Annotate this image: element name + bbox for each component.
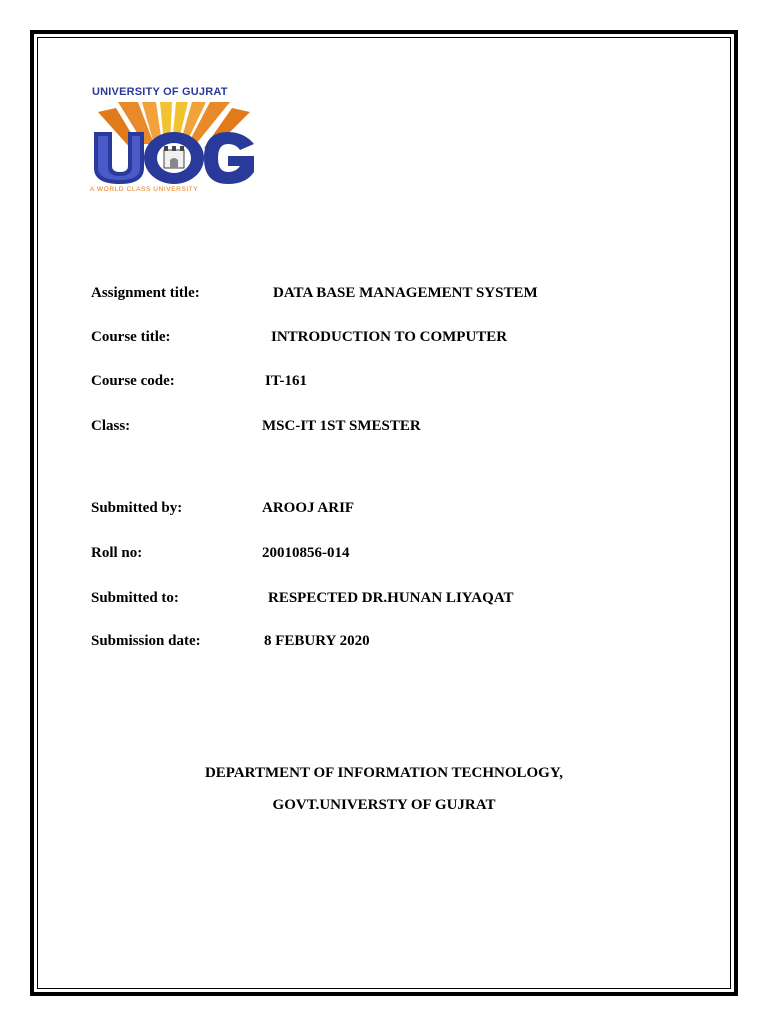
value-course-title: INTRODUCTION TO COMPUTER xyxy=(271,329,508,345)
label-assignment-title: Assignment title: xyxy=(91,285,200,301)
university-logo xyxy=(88,86,260,198)
label-course-code: Course code: xyxy=(91,373,175,389)
logo-tagline: A WORLD CLASS UNIVERSITY xyxy=(90,186,199,193)
label-roll-no: Roll no: xyxy=(91,545,143,561)
logo-emblem-icon xyxy=(88,98,260,186)
value-assignment-title: DATA BASE MANAGEMENT SYSTEM xyxy=(273,285,538,301)
value-submitted-to: RESPECTED DR.HUNAN LIYAQAT xyxy=(268,590,514,606)
value-submission-date: 8 FEBURY 2020 xyxy=(264,633,370,649)
label-submission-date: Submission date: xyxy=(91,633,201,649)
value-course-code: IT-161 xyxy=(265,373,307,389)
value-submitted-by: AROOJ ARIF xyxy=(262,500,355,516)
label-submitted-to: Submitted to: xyxy=(91,590,179,606)
value-roll-no: 20010856-014 xyxy=(262,545,350,561)
label-submitted-by: Submitted by: xyxy=(91,500,183,516)
footer-university: GOVT.UNIVERSTY OF GUJRAT xyxy=(272,797,496,813)
logo-university-name: UNIVERSITY OF GUJRAT xyxy=(92,86,228,98)
footer-department: DEPARTMENT OF INFORMATION TECHNOLOGY, xyxy=(204,765,564,781)
label-course-title: Course title: xyxy=(91,329,171,345)
label-class: Class: xyxy=(91,418,131,434)
value-class: MSC-IT 1ST SMESTER xyxy=(262,418,421,434)
